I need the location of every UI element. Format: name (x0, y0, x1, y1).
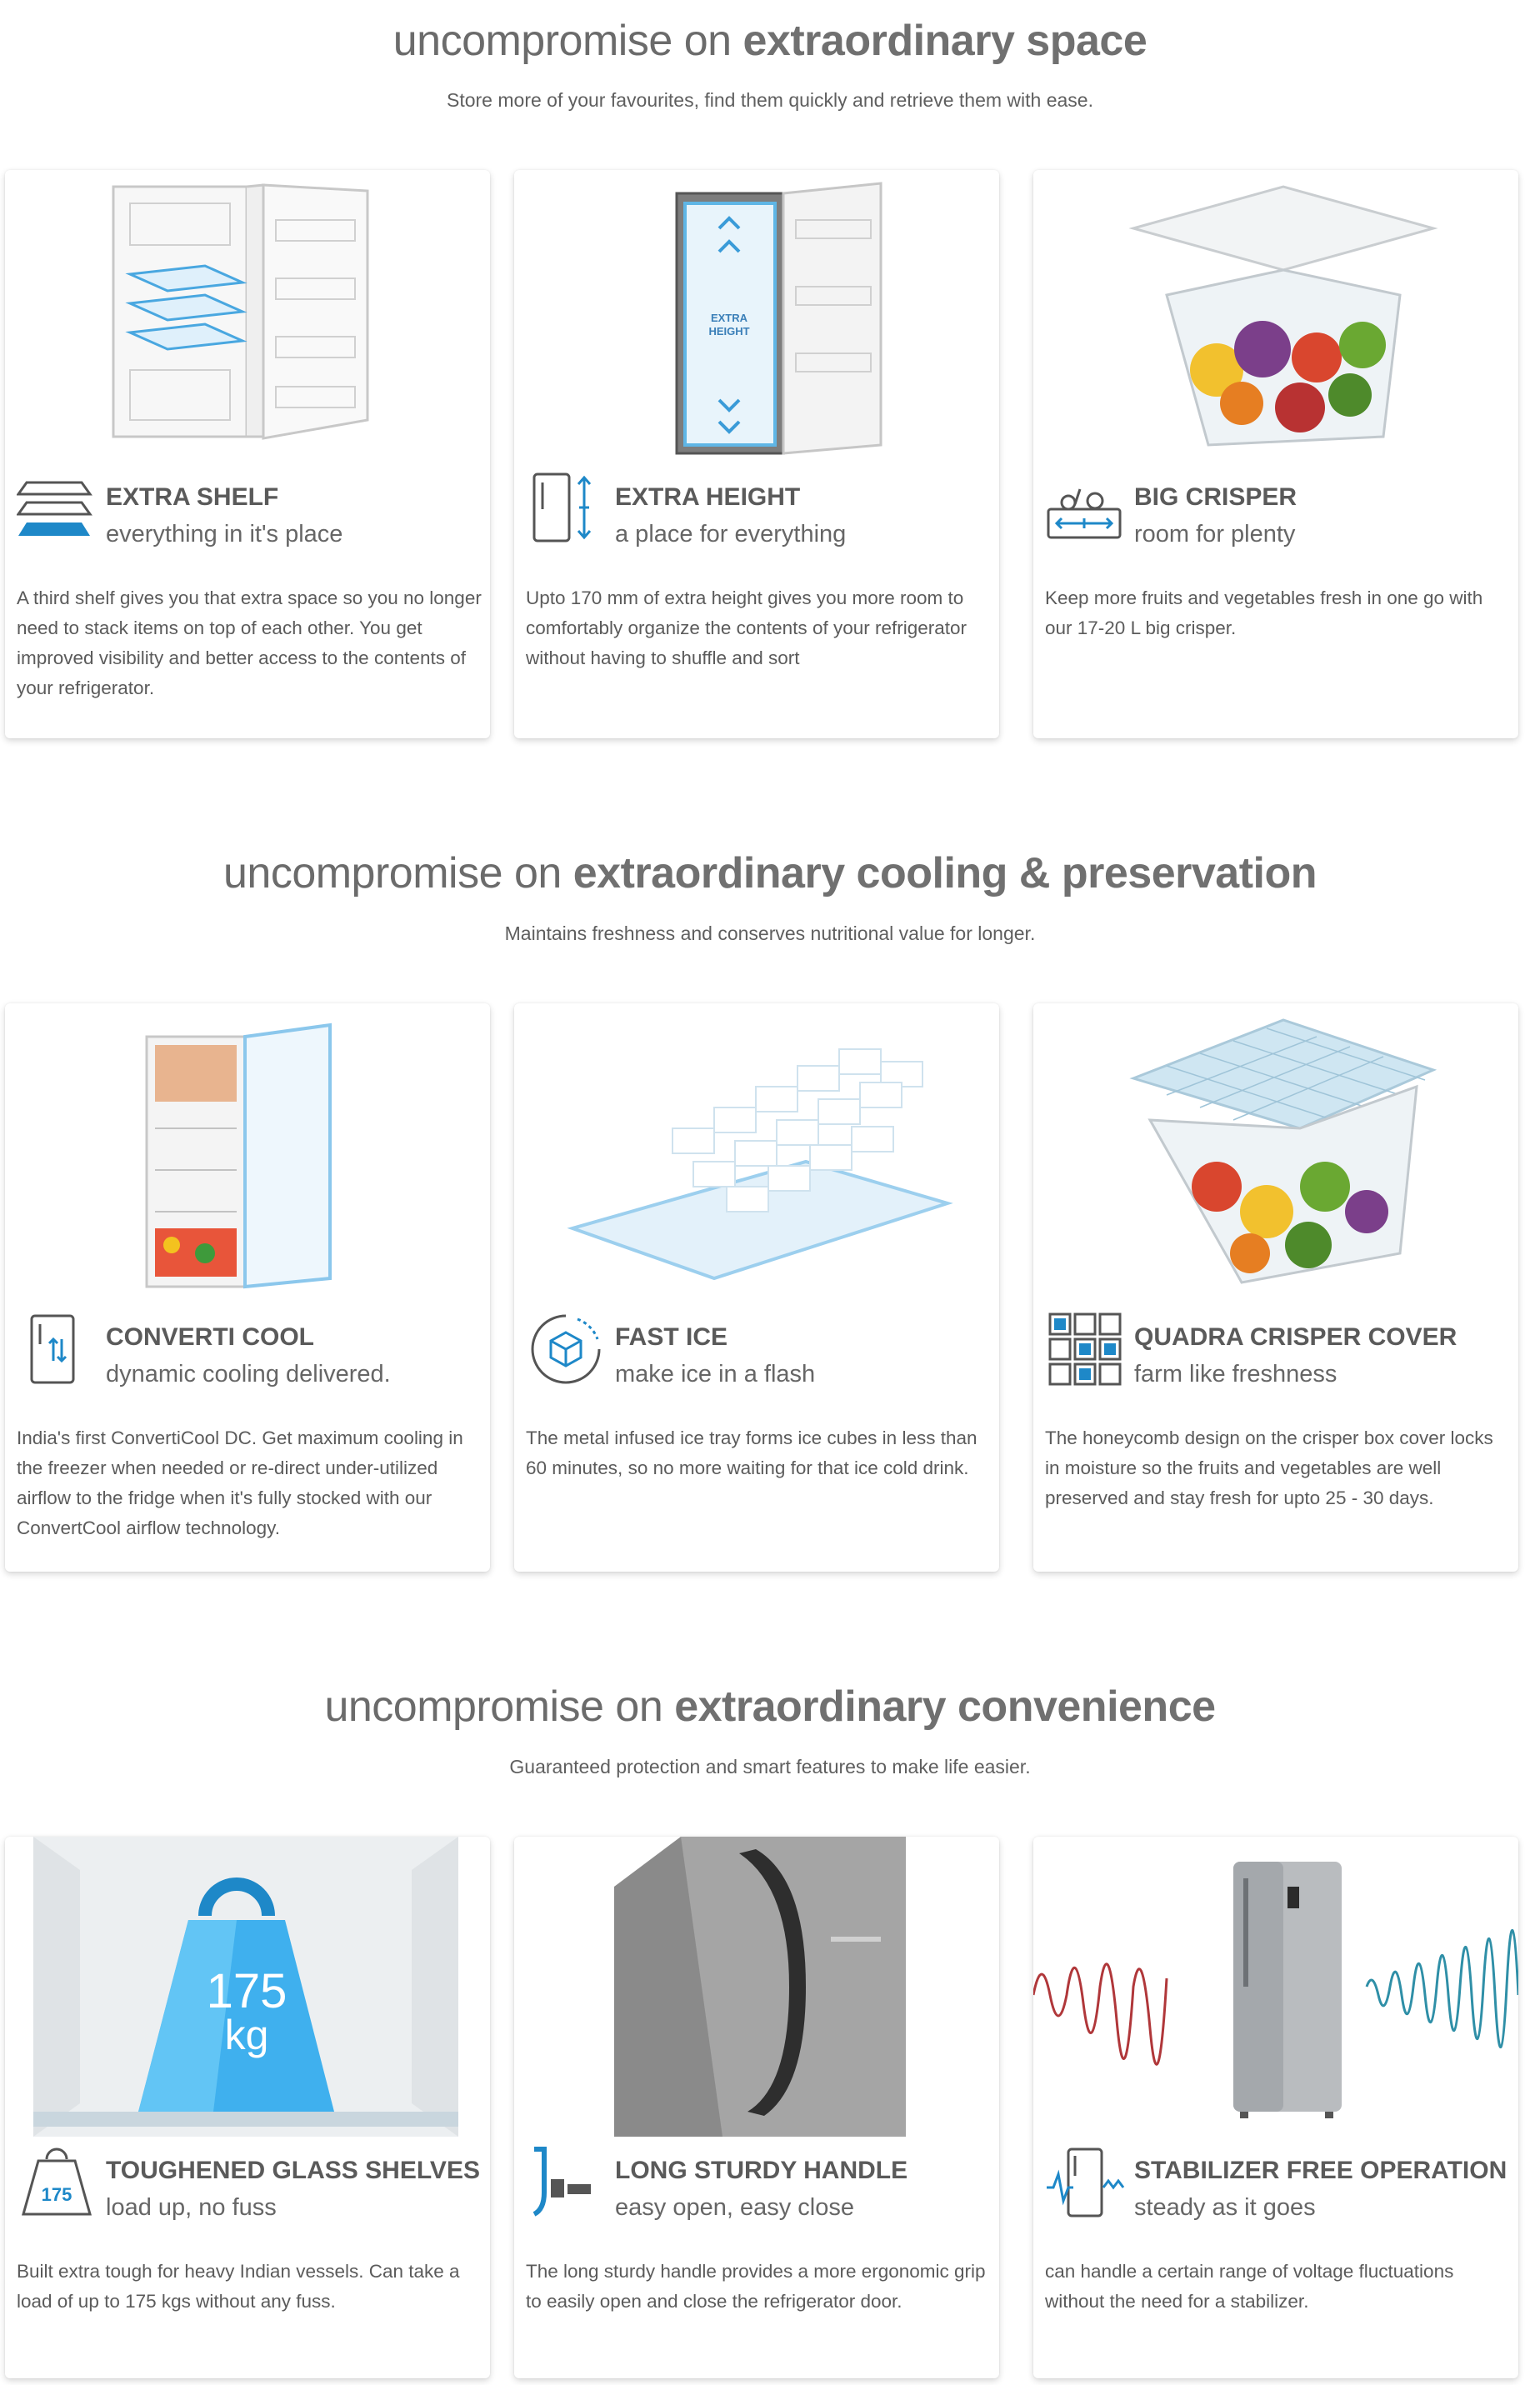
section-title (0, 1680, 1540, 1733)
stabilizer-icon (1045, 2142, 1125, 2222)
feature-description: A third shelf gives you that extra space so you no longer need to stack items on top of each other. You get improved visibility and better access to the contents of your refrigerator. (17, 588, 482, 698)
extra-height-image-label-1: EXTRA (710, 312, 748, 324)
weight-image-number: 175 (206, 1964, 288, 2018)
section-subtitle: Store more of your favourites, find them quickly and retrieve them with ease. (447, 89, 1093, 111)
crisper-icon (1045, 468, 1125, 548)
door-handle-image (514, 1837, 999, 2137)
extra-height-image-label-2: HEIGHT (708, 325, 750, 338)
section-subtitle: Maintains freshness and conserves nutritional value for longer. (504, 922, 1036, 944)
feature-description: Keep more fruits and vegetables fresh in one go with our 17-20 L big crisper. (1045, 588, 1483, 638)
feature-title: EXTRA SHELF (106, 483, 279, 511)
fridge-shelves-image (5, 170, 490, 470)
feature-subtitle: dynamic cooling delivered. (106, 1361, 391, 1388)
feature-title: CONVERTI COOL (106, 1323, 315, 1351)
feature-subtitle: everything in it's place (106, 521, 343, 548)
section-subtitle: Guaranteed protection and smart features to make life easier. (509, 1756, 1031, 1778)
feature-card-fast-ice (514, 1003, 999, 1572)
section-title (0, 14, 1540, 68)
feature-card-quadra-crisper-cover (1033, 1003, 1518, 1572)
voltage-wave-fridge-image (1033, 1837, 1518, 2137)
ice-tray-image (514, 1003, 999, 1303)
section-title-bold: extraordinary space (742, 17, 1148, 65)
grid-cover-icon (1045, 1309, 1125, 1389)
converti-cool-icon (17, 1309, 97, 1389)
feature-description: The long sturdy handle provides a more ergonomic grip to easily open and close the refrigerator door. (526, 2261, 986, 2312)
feature-card-converti-cool (5, 1003, 490, 1572)
feature-description: The honeycomb design on the crisper box cover locks in moisture so the fruits and vegetables are well preserved and stay fresh for upto 25 - 30 days. (1045, 1428, 1493, 1508)
crisper-vegetables-image (1033, 170, 1518, 470)
feature-subtitle: load up, no fuss (106, 2194, 277, 2221)
weight-icon (17, 2142, 97, 2222)
section-space (0, 0, 1540, 750)
section-title-bold: extraordinary cooling & preservation (572, 849, 1318, 898)
fridge-height-icon (526, 468, 606, 548)
feature-title: EXTRA HEIGHT (615, 483, 801, 511)
feature-card-extra-height (514, 170, 999, 738)
feature-title: TOUGHENED GLASS SHELVES (106, 2157, 480, 2184)
feature-subtitle: make ice in a flash (615, 1361, 816, 1388)
feature-title: FAST ICE (615, 1323, 728, 1351)
weight-icon-label: 175 (41, 2184, 72, 2205)
glass-shelf-weight-image (5, 1837, 490, 2137)
feature-card-long-sturdy-handle (514, 1837, 999, 2378)
section-convenience (0, 1658, 1540, 2385)
feature-description: India's first ConvertiCool DC. Get maximum cooling in the freezer when needed or re-direct under-utilized airflow to the fridge when it's fully stocked with our ConvertCool airflow technology. (17, 1428, 463, 1538)
handle-icon (526, 2142, 606, 2222)
quadra-crisper-image (1033, 1003, 1518, 1303)
feature-description: Upto 170 mm of extra height gives you more room to comfortably organize the contents of your refrigerator without having to shuffle and sort (526, 588, 968, 668)
section-title-light: uncompromise on (222, 849, 562, 898)
section-title (0, 847, 1540, 900)
feature-card-big-crisper (1033, 170, 1518, 738)
weight-image-unit: kg (224, 2012, 269, 2058)
section-title-light: uncompromise on (392, 17, 732, 65)
feature-subtitle: room for plenty (1134, 521, 1296, 548)
feature-title: LONG STURDY HANDLE (615, 2157, 908, 2184)
feature-subtitle: farm like freshness (1134, 1361, 1338, 1388)
feature-description: Built extra tough for heavy Indian vessels. Can take a load of up to 175 kgs without any fuss. (17, 2261, 460, 2312)
feature-subtitle: easy open, easy close (615, 2194, 854, 2221)
converti-cool-fridge-image (5, 1003, 490, 1303)
section-title-light: uncompromise on (324, 1682, 663, 1731)
shelf-stack-icon (17, 468, 97, 548)
feature-subtitle: a place for everything (615, 521, 847, 548)
ice-cube-icon (526, 1309, 606, 1389)
section-cooling (0, 825, 1540, 1583)
feature-title: QUADRA CRISPER COVER (1134, 1323, 1458, 1351)
feature-title: BIG CRISPER (1134, 483, 1298, 511)
feature-card-extra-shelf (5, 170, 490, 738)
feature-title: STABILIZER FREE OPERATION (1134, 2157, 1508, 2184)
section-title-bold: extraordinary convenience (674, 1682, 1216, 1731)
feature-card-stabilizer-free-operation (1033, 1837, 1518, 2378)
feature-subtitle: steady as it goes (1134, 2194, 1316, 2221)
feature-description: can handle a certain range of voltage fluctuations without the need for a stabilizer. (1045, 2261, 1454, 2312)
fridge-height-image (514, 170, 999, 470)
feature-card-toughened-glass-shelves (5, 1837, 490, 2378)
feature-description: The metal infused ice tray forms ice cubes in less than 60 minutes, so no more waiting for that ice cold drink. (526, 1428, 978, 1478)
